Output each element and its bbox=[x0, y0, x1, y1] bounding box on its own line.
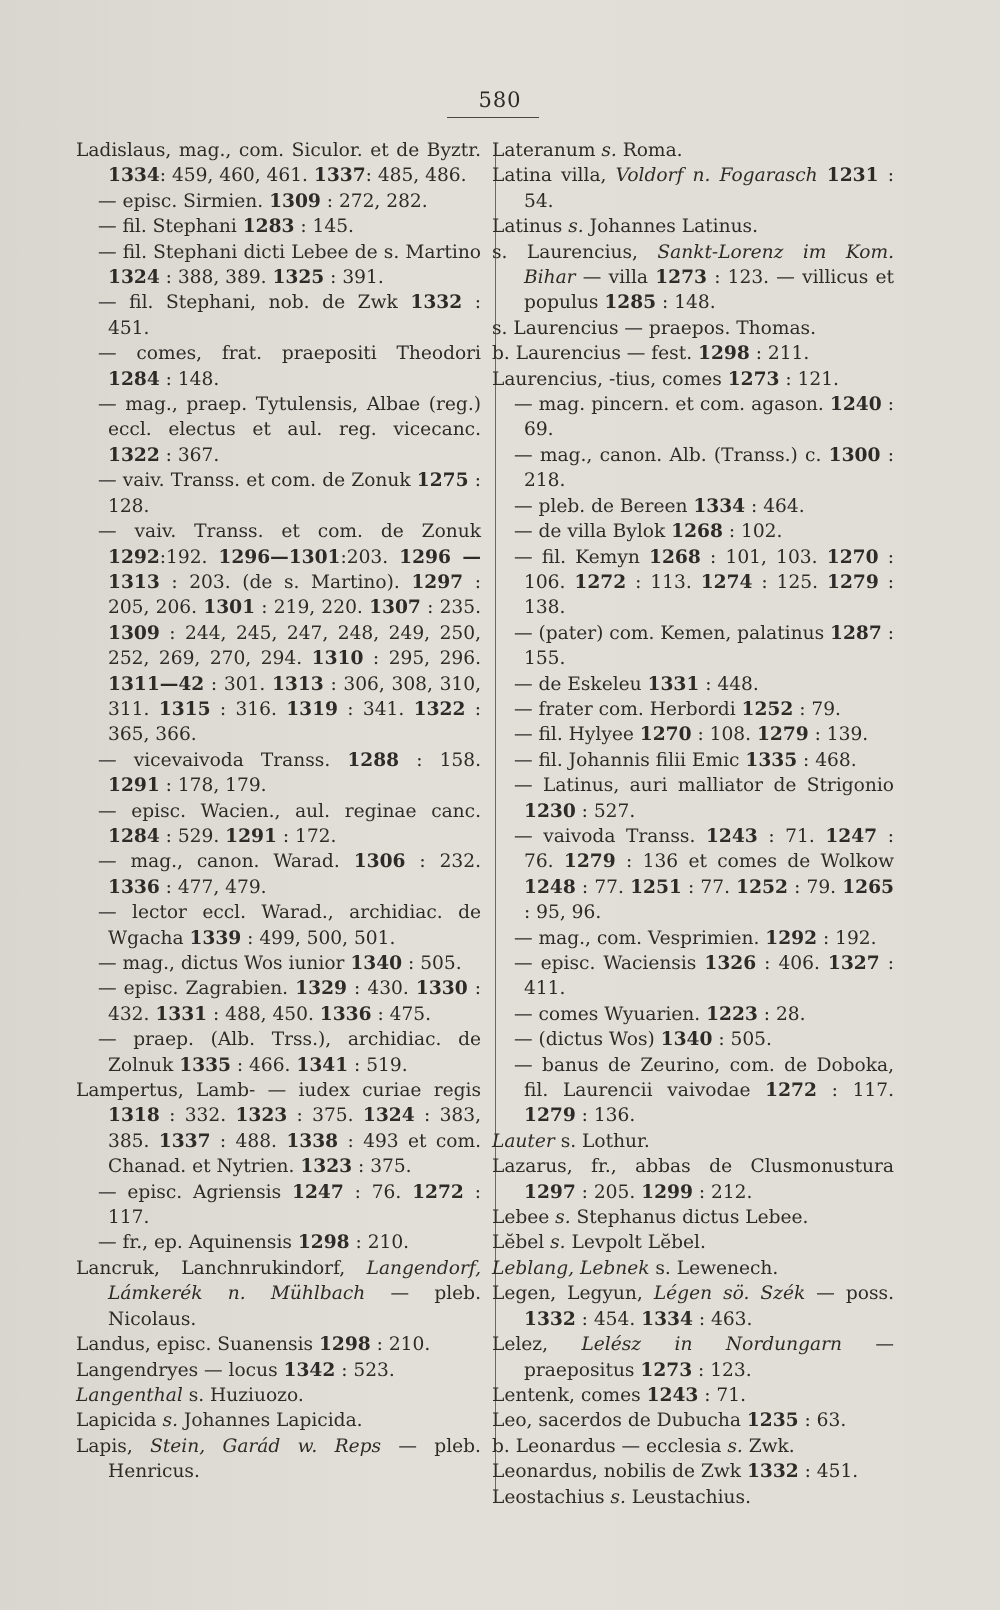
index-entry: — fil. Johannis filii Emic 1335 : 468. bbox=[514, 749, 857, 771]
index-entry: — fil. Stephani, nob. de Zwk 1332 : 451. bbox=[98, 292, 481, 339]
index-entry: — mag., praep. Tytulensis, Albae (reg.) eccl. electus et aul. reg. vicecanc. 1322 : 367. bbox=[98, 394, 481, 466]
index-entry: — de Eskeleu 1331 : 448. bbox=[514, 673, 759, 695]
index-entry: Lauter s. Lothur. bbox=[492, 1130, 650, 1152]
index-entry: — de villa Bylok 1268 : 102. bbox=[514, 521, 783, 543]
index-entry: — mag. pincern. et com. agason. 1240 : 69. bbox=[514, 394, 894, 441]
index-entry: — Latinus, auri malliator de Strigonio 1230 : 527. bbox=[514, 775, 894, 822]
index-entry: — fil. Stephani dicti Lebee de s. Martino 1324 : 388, 389. 1325 : 391. bbox=[98, 241, 481, 289]
index-entry: Langenthal s. Huziuozo. bbox=[76, 1384, 304, 1406]
index-entry: — vaiv. Transs. et com. de Zonuk 1275 : 128. bbox=[98, 470, 481, 517]
index-entry: Lampertus, Lamb- — iudex curiae regis 1318 : 332. 1323 : 375. 1324 : 383, 385. 1337 : 488. 1338 : 493 et com. Chanad. et Nytrien. 1323 : 375. bbox=[76, 1080, 481, 1178]
index-entry: — episc. Sirmien. 1309 : 272, 282. bbox=[98, 190, 428, 212]
index-entry: — episc. Agriensis 1247 : 76. 1272 : 117. bbox=[98, 1181, 481, 1229]
index-entry: — fil. Stephani 1283 : 145. bbox=[98, 216, 354, 238]
index-entry: — mag., com. Vesprimien. 1292 : 192. bbox=[514, 927, 877, 949]
index-entry: Latinus s. Johannes Latinus. bbox=[492, 216, 758, 238]
index-entry: Legen, Legyun, Légen sö. Szék — poss. 1332 : 454. 1334 : 463. bbox=[492, 1283, 894, 1330]
index-entry: Latina villa, Voldorf n. Fogarasch 1231 : 54. bbox=[492, 165, 894, 212]
index-entry: — episc. Waciensis 1326 : 406. 1327 : 411. bbox=[514, 953, 894, 1000]
index-entry: Leblang, Lebnek s. Lewenech. bbox=[492, 1257, 779, 1279]
index-entry: Ladislaus, mag., com. Siculor. et de Byztr. 1334: 459, 460, 461. 1337: 485, 486. bbox=[76, 140, 481, 187]
index-entry: — comes Wyuarien. 1223 : 28. bbox=[514, 1003, 806, 1025]
index-entry: — vaivoda Transs. 1243 : 71. 1247 : 76. 1279 : 136 et comes de Wolkow 1248 : 77. 1251 : 77. 1252 : 79. 1265 : 95, 96. bbox=[514, 825, 894, 924]
index-entry: — episc. Zagrabien. 1329 : 430. 1330 : 432. 1331 : 488, 450. 1336 : 475. bbox=[98, 978, 481, 1025]
index-entry: — fil. Kemyn 1268 : 101, 103. 1270 : 106. 1272 : 113. 1274 : 125. 1279 : 138. bbox=[514, 546, 894, 619]
index-entry: — mag., canon. Alb. (Transs.) c. 1300 : 218. bbox=[514, 444, 894, 492]
index-entry: — pleb. de Bereen 1334 : 464. bbox=[514, 495, 805, 517]
index-entry: — episc. Wacien., aul. reginae canc. 1284 : 529. 1291 : 172. bbox=[98, 800, 481, 847]
index-entry: Lapis, Stein, Garád w. Reps — pleb. Henricus. bbox=[76, 1435, 481, 1483]
index-entry: Leo, sacerdos de Dubucha 1235 : 63. bbox=[492, 1410, 847, 1432]
index-entry: Landus, episc. Suanensis 1298 : 210. bbox=[76, 1334, 431, 1356]
index-entry: — lector eccl. Warad., archidiac. de Wgacha 1339 : 499, 500, 501. bbox=[98, 902, 481, 949]
header-rule bbox=[447, 117, 539, 118]
index-entry: Lateranum s. Roma. bbox=[492, 140, 683, 161]
index-entry: s. Laurencius — praepos. Thomas. bbox=[492, 317, 817, 339]
index-entry: Lazarus, fr., abbas de Clusmonustura 1297 : 205. 1299 : 212. bbox=[492, 1156, 894, 1203]
index-entry: s. Laurencius, Sankt-Lorenz im Kom. Bihar — villa 1273 : 123. — villicus et populus 1285 : 148. bbox=[492, 241, 894, 314]
index-entry: — mag., canon. Warad. 1306 : 232. 1336 : 477, 479. bbox=[98, 851, 481, 898]
index-entry: Lapicida s. Johannes Lapicida. bbox=[76, 1410, 363, 1432]
index-entry: Laurencius, -tius, comes 1273 : 121. bbox=[492, 368, 839, 390]
index-entry: — praep. (Alb. Trss.), archidiac. de Zolnuk 1335 : 466. 1341 : 519. bbox=[98, 1029, 481, 1076]
index-entry: Leostachius s. Leustachius. bbox=[492, 1486, 751, 1508]
index-entry: b. Laurencius — fest. 1298 : 211. bbox=[492, 343, 810, 365]
index-entry: Langendryes — locus 1342 : 523. bbox=[76, 1359, 395, 1381]
index-entry: Lancruk, Lanchnrukindorf, Langendorf, Lámkerék n. Mühlbach — pleb. Nicolaus. bbox=[76, 1257, 481, 1330]
index-entry: Lelez, Lelész in Nordungarn — praepositus 1273 : 123. bbox=[492, 1334, 894, 1381]
index-entry: — comes, frat. praepositi Theodori 1284 : 148. bbox=[98, 343, 481, 390]
index-entry: — fil. Hylyee 1270 : 108. 1279 : 139. bbox=[514, 724, 869, 746]
index-entry: — (dictus Wos) 1340 : 505. bbox=[514, 1029, 772, 1051]
page-number: 580 bbox=[478, 88, 522, 112]
index-entry: — frater com. Herbordi 1252 : 79. bbox=[514, 698, 841, 720]
index-entry: Lentenk, comes 1243 : 71. bbox=[492, 1384, 746, 1406]
index-entry: — mag., dictus Wos iunior 1340 : 505. bbox=[98, 953, 462, 974]
index-entry: — banus de Zeurino, com. de Doboka, fil. Laurencii vaivodae 1272 : 117. 1279 : 136. bbox=[514, 1054, 894, 1127]
index-entry: Lebee s. Stephanus dictus Lebee. bbox=[492, 1207, 809, 1229]
left-column bbox=[76, 138, 481, 1485]
index-entry: — vaiv. Transs. et com. de Zonuk 1292:192. 1296—1301:203. 1296 —1313 : 203. (de s. Martino). 1297 : 205, 206. 1301 : 219, 220. 1307 : 235. 1309 : 244, 245, 247, 248, 249, 250, 252, 269, 270, 294. 1310 : 295, 296. 1311—42 : 301. 1313 : 306, 308, 310, 311. 1315 : 316. 1319 : 341. 1322 : 365, 366. bbox=[98, 521, 481, 746]
index-entry: Leonardus, nobilis de Zwk 1332 : 451. bbox=[492, 1461, 859, 1483]
index-entry: Lĕbel s. Levpolt Lĕbel. bbox=[492, 1232, 706, 1254]
index-entry: — (pater) com. Kemen, palatinus 1287 : 155. bbox=[514, 622, 894, 670]
right-column bbox=[492, 138, 894, 1510]
index-entry: — fr., ep. Aquinensis 1298 : 210. bbox=[98, 1232, 410, 1254]
index-entry: — vicevaivoda Transs. 1288 : 158. 1291 : 178, 179. bbox=[98, 749, 481, 797]
index-entry: b. Leonardus — ecclesia s. Zwk. bbox=[492, 1435, 795, 1457]
